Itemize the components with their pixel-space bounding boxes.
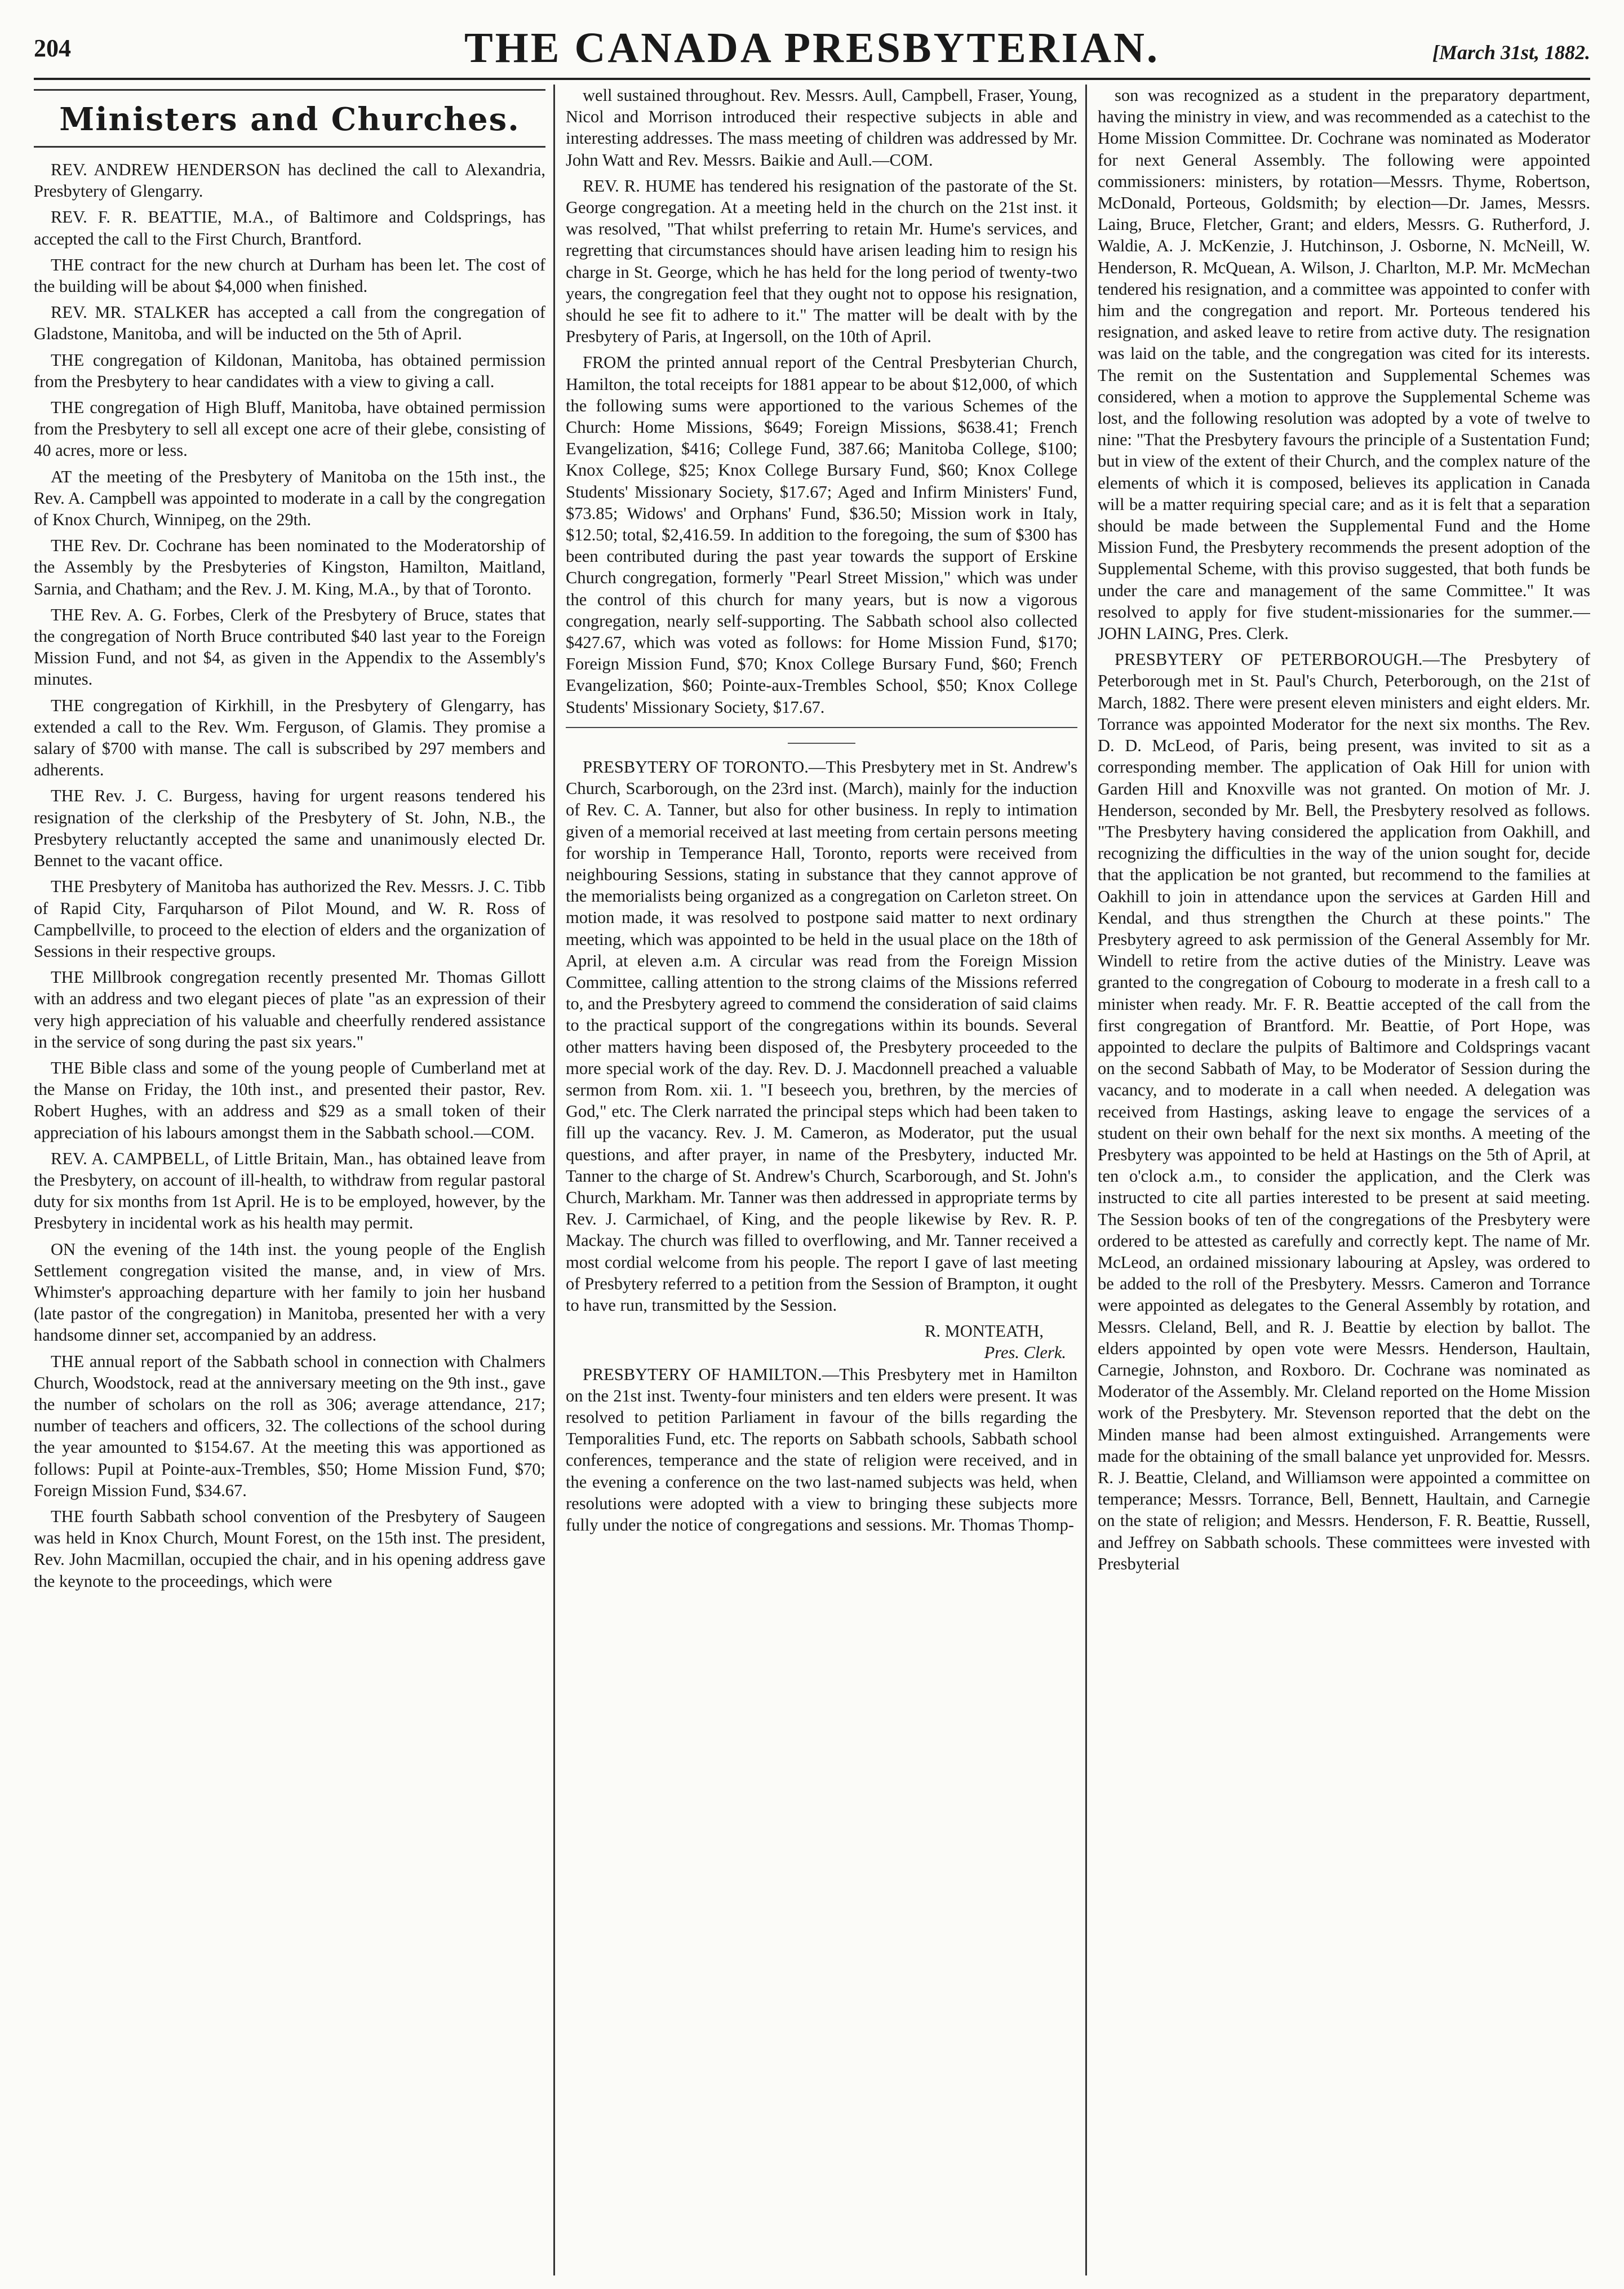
paragraph: son was recognized as a student in the preparatory department, having the ministry in view, and was recommended as a catechist to the Home Mission Committee. Dr. Cochrane was nominated as Moderator for next General Assembly. The following were appointed commissioners: ministers, by rotation—Messrs. Thyme, Robertson, McDonald, Porteous, Goldsmith; by election—Dr. James, Messrs. Laing, Bruce, Fletcher, Grant; and elders, Messrs. G. Rutherford, J. Waldie, A. J. McKenzie, J. Hutchinson, J. Osborne, N. McNeill, W. Henderson, R. McQuean, A. Wilson, J. Charlton, M.P. Mr. McMechan tendered his resignation, and a committee was appointed to confer with him and the congregation and report. Mr. Porteous tendered his resignation, and asked leave to retire from active duty. The resignation was laid on the table, and the congregation was cited for its interests. The remit on the Sustentation and Supplemental Schemes was considered, when a motion to approve the Supplemental Scheme was lost, and the following resolution was adopted by a vote of twelve to nine: "That the Presbytery favours the principle of a Sustentation Fund; but in view of the extent of their Church, and the complex nature of the elements of which it is composed, believes its application in Canada will be a matter requiring special care; and as it is felt that a separation should be made between the Supplemental Fund and the Home Mission Fund, the Presbytery recommends the present adoption of the Supplemental Scheme, with this proviso suggested, that both funds be under the care and management of the same Committee." It was resolved to apply for five student-missionaries for the summer.—JOHN LAING, Pres. Clerk.	[1098, 86, 1590, 644]
column-divider	[1085, 85, 1087, 2275]
column-3	[1098, 85, 1590, 2275]
paragraph: THE Rev. J. C. Burgess, having for urgent reasons tendered his resignation of the clerkship of the Presbytery of St. John, N.B., the Presbytery reluctantly accepted the same and unanimously elected Dr. Bennet to the vacant office.	[34, 786, 545, 871]
paragraph: THE Bible class and some of the young people of Cumberland met at the Manse on Friday, the 10th inst., and presented their pastor, Rev. Robert Hughes, with an address and $29 as a small token of their appreciation of his labours amongst them in the Sabbath school.—COM.	[34, 1058, 545, 1142]
paragraph: THE Millbrook congregation recently presented Mr. Thomas Gillott with an address and two elegant pieces of plate "as an expression of their very high appreciation of his valuable and cheerfully rendered assistance in the service of song during the past six years."	[34, 968, 545, 1052]
paragraph: THE Rev. A. G. Forbes, Clerk of the Presbytery of Bruce, states that the congregation of North Bruce contributed $40 last year to the Foreign Mission Fund, and not $4, as given in the Appendix to the Assembly's minutes.	[34, 605, 545, 689]
paragraph: PRESBYTERY OF HAMILTON.—This Presbytery met in Hamilton on the 21st inst. Twenty-four ministers and ten elders were present. It was resolved to petition Parliament in favour of the bills regarding the Temporalities Fund, etc. The reports on Sabbath schools, Sabbath school conferences, temperance and the state of religion were received, and in the evening a conference on the two last-named subjects was held, when resolutions were adopted with a view to bringing these subjects more fully under the notice of congregations and sessions. Mr. Thomas Thomp-	[566, 1364, 1077, 1534]
section-rule	[566, 727, 1077, 728]
issue-date: [March 31st, 1882.	[1432, 41, 1590, 64]
paragraph: AT the meeting of the Presbytery of Manitoba on the 15th inst., the Rev. A. Campbell was appointed to moderate in a call by the congregation of Knox Church, Winnipeg, on the 29th.	[34, 467, 545, 530]
paragraph: THE congregation of Kildonan, Manitoba, has obtained permission from the Presbytery to hear candidates with a view to giving a call.	[34, 350, 545, 391]
paragraph: THE congregation of Kirkhill, in the Presbytery of Glengarry, has extended a call to the Rev. Wm. Ferguson, of Glamis. They promise a salary of $700 with manse. The call is subscribed by 297 members and adherents.	[34, 695, 545, 780]
paragraph: THE Rev. Dr. Cochrane has been nominated to the Moderatorship of the Assembly by the Presbyteries of Kingston, Hamilton, Maitland, Sarnia, and Chatham; and the Rev. J. M. King, M.A., by that of Toronto.	[34, 536, 545, 598]
paragraph: PRESBYTERY OF PETERBOROUGH.—The Presbytery of Peterborough met in St. Paul's Church, Peterborough, on the 21st of March, 1882. There were present eleven ministers and eight elders. Mr. Torrance was appointed Moderator for the next six months. The Rev. D. D. McLeod, of Paris, being present, was invited to sit as a corresponding member. The application of Oak Hill for union with Garden Hill and Knoxville was not granted. On motion of Mr. J. Henderson, seconded by Mr. Bell, the Presbytery resolved as follows. "The Presbytery having considered the application from Oakhill, and recognizing the difficulties in the way of the union sought for, decide that the application be not granted, but recommend to the families at Oakhill to join in attendance upon the services at Garden Hill and Kendal, and thus strengthen the Church at these points." The Presbytery agreed to ask permission of the General Assembly for Mr. Windell to retire from the active duties of the Ministry. Leave was granted to the congregation of Cobourg to moderate in a fresh call to a minister when ready. Mr. F. R. Beattie accepted of the call from the first congregation of Brantford. Mr. Beattie, of Port Hope, was appointed to declare the pulpits of Baltimore and Coldsprings vacant on the second Sabbath of May, to be Moderator of Session during the vacancy, and to moderate in a call when needed. A delegation was received from Hastings, asking leave to engage the services of a student on their own behalf for the next six months. A meeting of the Presbytery was appointed to be held at Hastings on the 5th of April, at ten o'clock a.m., to consider the application, and the Clerk was instructed to cite all parties interested to be present at said meeting. The Session books of ten of the congregations of the Presbytery were ordered to be attested as carefully and correctly kept. The name of Mr. McLeod, an ordained missionary labouring at Apsley, was ordered to be added to the roll of the Presbytery. Messrs. Cameron and Torrance were appointed as delegates to the General Assembly by rotation, and Messrs. Cleland, Bell, and R. J. Beattie by election by ballot. The elders appointed by open vote were Messrs. Henderson, Haultain, Carnegie, Johnston, and Roxboro. Dr. Cochrane was nominated as Moderator of the Assembly. Mr. Cleland reported on the Home Mission work of the Presbytery. Mr. Stevenson reported that the debt on the Minden manse had been almost extinguished. Arrangements were made for the obtaining of the small balance yet unprovided for. Messrs. R. J. Beattie, Cleland, and Williamson were appointed a committee on temperance; Messrs. Torrance, Bell, Bennett, Haultain, and Carnegie on the state of religion; and Messrs. Henderson, F. R. Beattie, Russell, and Jeffrey on Sabbath schools. These committees were invested with Presbyterial	[1098, 650, 1590, 1573]
masthead-title: THE CANADA PRESBYTERIAN.	[464, 24, 1160, 72]
paragraph: REV. F. R. BEATTIE, M.A., of Baltimore and Coldsprings, has accepted the call to the First Church, Brantford.	[34, 207, 545, 249]
paragraph: ON the evening of the 14th inst. the young people of the English Settlement congregation visited the manse, and, in view of Mrs. Whimster's approaching departure with her family to join her husband (late pastor of the congregation) in Manitoba, presented her with a very handsome dinner set, accompanied by an address.	[34, 1239, 545, 1345]
column-2-items	[566, 85, 1077, 718]
signature-name: R. MONTEATH,	[925, 1321, 1044, 1341]
column-1	[34, 85, 545, 2275]
section-heading: Ministers and Churches.	[34, 89, 545, 148]
hamilton-report	[566, 1364, 1077, 1536]
paragraph: THE Presbytery of Manitoba has authorized the Rev. Messrs. J. C. Tibb of Rapid City, Farquharson of Pilot Mound, and W. R. Ross of Campbellville, to proceed to the election of elders and the organization of Sessions in their respective groups.	[34, 877, 545, 961]
paragraph: THE fourth Sabbath school convention of the Presbytery of Saugeen was held in Knox Church, Mount Forest, on the 15th inst. The president, Rev. John Macmillan, occupied the chair, and in his opening address gave the keynote to the proceedings, which were	[34, 1506, 545, 1591]
column-3-body	[1098, 85, 1590, 1574]
paragraph: PRESBYTERY OF TORONTO.—This Presbytery met in St. Andrew's Church, Scarborough, on the 23rd inst. (March), mainly for the induction of Rev. C. A. Tanner, but also for other business. In reply to intimation given of a memorial received at last meeting from certain persons meeting for worship in Temperance Hall, Toronto, reports were received from neighbouring Sessions, stating in substance that they cannot approve of the memorialists being organized as a congregation on Carleton street. On motion made, it was resolved to postpone said matter to next ordinary meeting, which was appointed to be held in the usual place on the 18th of April, at eleven a.m. A circular was read from the Foreign Mission Committee, calling attention to the strong claims of the Missions referred to, and the Presbytery agreed to commend the consideration of said claims to the practical support of the congregations within its bounds. Several other matters having been disposed of, the Presbytery proceeded to the more special work of the day. Rev. D. J. Macdonnell preached a valuable sermon from Rom. xii. 1. "I beseech you, brethren, by the mercies of God," etc. The Clerk narrated the principal steps which had been taken to fill up the vacancy. Rev. J. M. Cameron, as Moderator, put the usual questions, and after prayer, in name of the Presbytery, inducted Mr. Tanner to the charge of St. Andrew's Church, Scarborough, and St. John's Church, Markham. Mr. Tanner was then addressed in appropriate terms by Rev. J. Carmichael, of King, and the people likewise by Rev. R. P. Mackay. The church was filled to overflowing, and Mr. Tanner received a most cordial welcome from his people. The report I gave of last meeting of Presbytery referred to a petition from the Session of Brampton, it ought to have run, transmitted by the Session.	[566, 757, 1077, 1315]
article-columns	[34, 85, 1590, 2275]
header-rule	[34, 78, 1590, 80]
signature-title: Pres. Clerk.	[984, 1343, 1066, 1363]
paragraph: THE congregation of High Bluff, Manitoba, have obtained permission from the Presbytery to sell all except one acre of their glebe, consisting of 40 acres, more or less.	[34, 398, 545, 460]
paragraph: well sustained throughout. Rev. Messrs. Aull, Campbell, Fraser, Young, Nicol and Morrison introduced their respective subjects in able and interesting addresses. The mass meeting of children was addressed by Mr. John Watt and Rev. Messrs. Baikie and Aull.—COM.	[566, 86, 1077, 170]
toronto-report	[566, 756, 1077, 1316]
column-2	[566, 85, 1077, 2275]
paragraph: REV. ANDREW HENDERSON has declined the call to Alexandria, Presbytery of Glengarry.	[34, 160, 545, 201]
paragraph: REV. A. CAMPBELL, of Little Britain, Man., has obtained leave from the Presbytery, on account of ill-health, to withdraw from regular pastoral duty for six months from 1st April. He is to be employed, however, by the Presbytery in incidental work as his health may permit.	[34, 1148, 545, 1233]
column-1-body	[34, 159, 545, 1592]
paragraph: REV. MR. STALKER has accepted a call from the congregation of Gladstone, Manitoba, and will be inducted on the 5th of April.	[34, 303, 545, 344]
column-divider	[553, 85, 555, 2275]
paragraph: THE annual report of the Sabbath school in connection with Chalmers Church, Woodstock, read at the anniversary meeting on the 9th inst., gave the number of scholars on the roll as 306; average attendance, 217; number of teachers and officers, 32. The collections of the school during the year amounted to $154.67. At the meeting this was apportioned as follows: Pupil at Pointe-aux-Trembles, $50; Home Mission Fund, $70; Foreign Mission Fund, $34.67.	[34, 1351, 545, 1500]
paragraph: REV. R. HUME has tendered his resignation of the pastorate of the St. George congregation. At a meeting held in the church on the 21st inst. it was resolved, "That whilst preferring to retain Mr. Hume's services, and regretting that circumstances should have arisen leading him to resign his charge in St. George, which he has held for the long period of twenty-two years, the congregation feel that they ought not to oppose his resignation, should he see fit to adhere to it." The matter will be dealt with by the Presbytery of Paris, at Ingersoll, on the 10th of April.	[566, 176, 1077, 347]
paragraph: THE contract for the new church at Durham has been let. The cost of the building will be about $4,000 when finished.	[34, 255, 545, 296]
page-header	[34, 21, 1590, 76]
page-number: 204	[34, 34, 71, 62]
ornament-divider	[788, 743, 855, 744]
paragraph: FROM the printed annual report of the Central Presbyterian Church, Hamilton, the total receipts for 1881 appear to be about $12,000, of which the following sums were apportioned to the various Schemes of the Church: Home Missions, $649; Foreign Missions, $638.41; French Evangelization, $416; College Fund, 387.66; Manitoba College, $100; Knox College, $25; Knox College Bursary Fund, $60; Knox College Students' Missionary Society, $17.67; Aged and Infirm Ministers' Fund, $73.85; Widows' and Orphans' Fund, $36.50; Mission work in Italy, $12.50; total, $2,416.59. In addition to the foregoing, the sum of $300 has been contributed during the past year towards the support of Erskine Church congregation, formerly "Pearl Street Mission," which was under the control of this church for many years, but is now a vigorous congregation, nearly self-supporting. The Sabbath school also collected $427.67, which was voted as follows: for Home Mission Fund, $170; Foreign Mission Fund, $70; Knox College Bursary Fund, $60; French Evangelization, $60; Pointe-aux-Trembles School, $50; Knox College Students' Missionary Society, $17.67.	[566, 353, 1077, 717]
